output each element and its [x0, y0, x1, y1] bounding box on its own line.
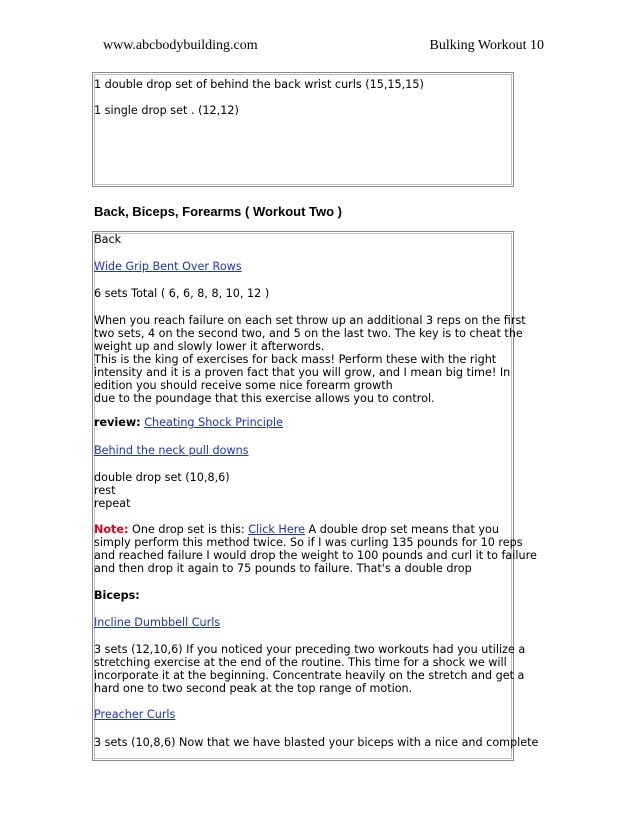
page-header: Bulking Workout 10	[429, 38, 544, 53]
review-label: review:	[94, 416, 141, 429]
note-pre: One drop set is this:	[128, 523, 249, 536]
wide-grip-link[interactable]: Wide Grip Bent Over Rows	[94, 260, 242, 273]
para1-line: intensity and it is a proven fact that you will grow, and I mean big time! In	[94, 366, 511, 379]
incline-text: incorporate it at the beginning. Concentrate heavily on the stretch and get a	[94, 669, 525, 682]
sets-total: 6 sets Total ( 6, 6, 8, 8, 10, 12 )	[94, 287, 270, 300]
note-text: and reached failure I would drop the weight to 100 pounds and curl it to failure	[94, 549, 537, 562]
behind-neck-link[interactable]: Behind the neck pull downs	[94, 444, 249, 457]
para1-line: When you reach failure on each set throw up an additional 3 reps on the first	[94, 314, 526, 327]
para1-line: edition you should receive some nice forearm growth	[94, 379, 393, 392]
incline-curls-link[interactable]: Incline Dumbbell Curls	[94, 616, 221, 629]
para1-line: two sets, 4 on the second two, and 5 on the last two. The key is to cheat the	[94, 327, 523, 340]
single-drop-line: 1 single drop set . (12,12)	[94, 104, 239, 117]
para1-line: weight up and slowly lower it afterwords.	[94, 340, 325, 353]
incline-text: stretching exercise at the end of the routine. This time for a shock we will	[94, 656, 507, 669]
note-text: simply perform this method twice. So if I was curling 135 pounds for 10 reps	[94, 536, 523, 549]
wrist-curls-line: 1 double drop set of behind the back wrist curls (15,15,15)	[94, 78, 424, 91]
biceps-label: Biceps:	[94, 589, 140, 602]
note-text: and then drop it again to 75 pounds to failure. That's a double drop	[94, 562, 472, 575]
section-title: Back, Biceps, Forearms ( Workout Two )	[94, 204, 343, 219]
click-here-link[interactable]: Click Here	[248, 523, 305, 536]
repeat-line: repeat	[94, 497, 131, 510]
para1-line: due to the poundage that this exercise allows you to control.	[94, 392, 435, 405]
preacher-curls-link[interactable]: Preacher Curls	[94, 708, 176, 721]
preacher-text: 3 sets (10,8,6) Now that we have blasted your biceps with a nice and complete	[94, 736, 539, 749]
cheating-shock-link[interactable]: Cheating Shock Principle	[144, 416, 284, 429]
incline-text: hard one to two second peak at the top range of motion.	[94, 682, 413, 695]
incline-text: 3 sets (12,10,6) If you noticed your preceding two workouts had you utilize a	[94, 643, 526, 656]
note-line	[94, 523, 499, 536]
note-label: Note:	[94, 523, 129, 536]
back-label: Back	[94, 233, 122, 246]
dropset-line: double drop set (10,8,6)	[94, 471, 230, 484]
site-url: www.abcbodybuilding.com	[103, 38, 258, 53]
rest-line: rest	[94, 484, 116, 497]
review-line	[94, 416, 283, 429]
note-post: A double drop set means that you	[304, 523, 499, 536]
para1-line: This is the king of exercises for back mass! Perform these with the right	[94, 353, 497, 366]
